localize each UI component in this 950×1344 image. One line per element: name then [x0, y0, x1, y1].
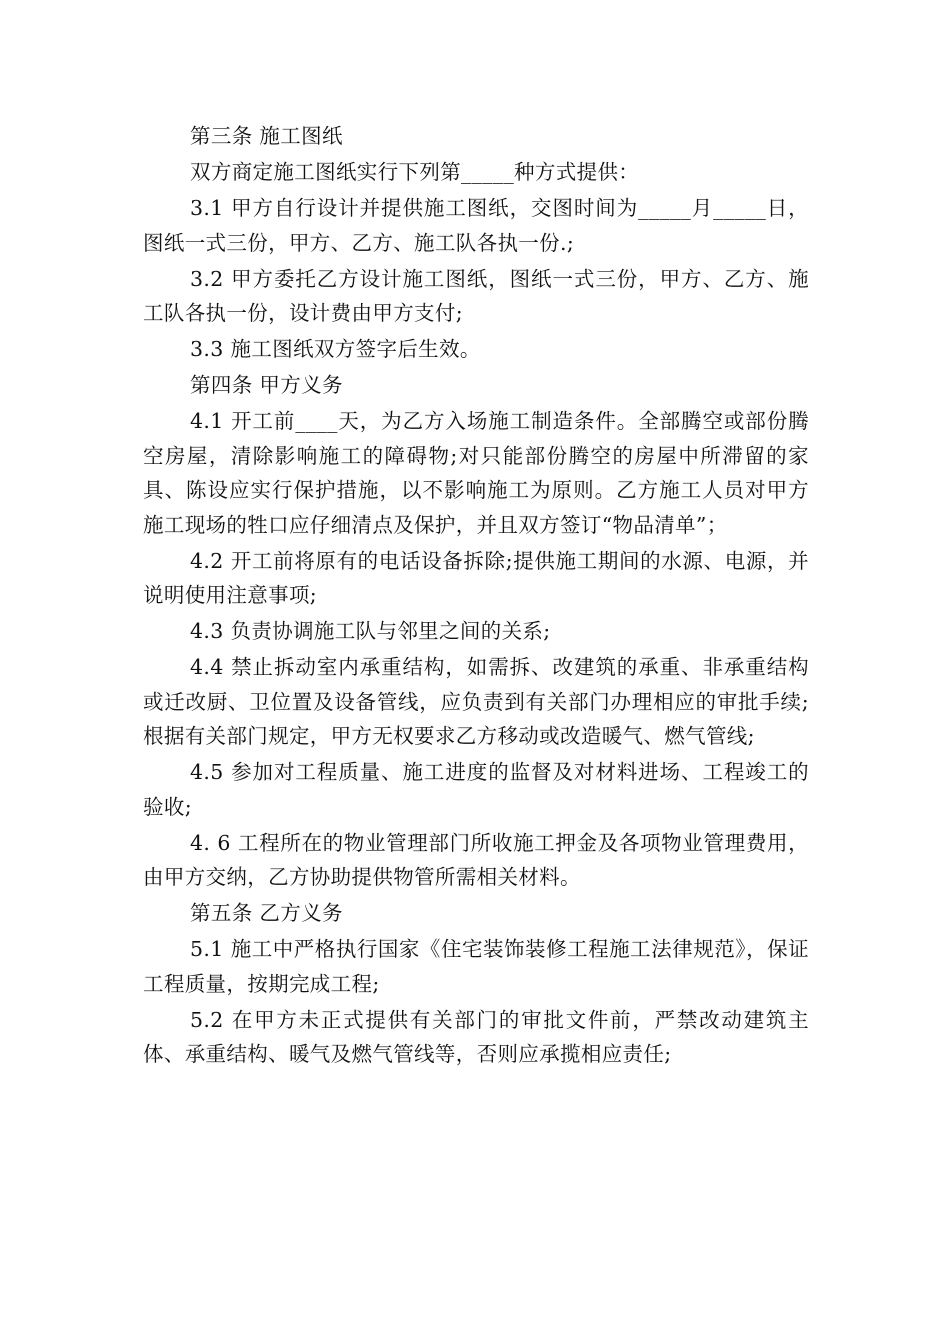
clause-3-2: 3.2 甲方委托乙方设计施工图纸，图纸一式三份，甲方、乙方、施工队各执一份，设计费由甲方支付;	[143, 266, 809, 325]
clause-4-2: 4.2 开工前将原有的电话设备拆除;提供施工期间的水源、电源，并说明使用注意事项;	[143, 548, 809, 607]
clause-4-5: 4.5 参加对工程质量、施工进度的监督及对材料进场、工程竣工的验收;	[143, 760, 809, 819]
clause-3-3: 3.3 施工图纸双方签字后生效。	[190, 337, 481, 361]
clause-5-1: 5.1 施工中严格执行国家《住宅装饰装修工程施工法律规范》，保证工程质量，按期完成工程;	[143, 937, 809, 996]
document-body	[143, 119, 809, 1073]
article-3-intro: 双方商定施工图纸实行下列第_____种方式提供：	[190, 160, 640, 184]
clause-4-1: 4.1 开工前____天，为乙方入场施工制造条件。全部腾空或部份腾空房屋，清除影响施工的障碍物;对只能部份腾空的房屋中所滞留的家具、陈设应实行保护措施，以不影响施工为原则。乙方施工人员对甲方施工现场的牲口应仔细清点及保护，并且双方签订“物品清单”；	[143, 409, 809, 537]
clause-4-3: 4.3 负责协调施工队与邻里之间的关系;	[190, 619, 551, 643]
clause-5-2: 5.2 在甲方未正式提供有关部门的审批文件前，严禁改动建筑主体、承重结构、暖气及燃气管线等，否则应承揽相应责任;	[143, 1007, 809, 1066]
article-3-heading: 第三条 施工图纸	[190, 124, 343, 148]
article-4-heading: 第四条 甲方义务	[190, 373, 343, 397]
article-5-heading: 第五条 乙方义务	[190, 901, 343, 925]
clause-4-6: 4. 6 工程所在的物业管理部门所收施工押金及各项物业管理费用，由甲方交纳，乙方协助提供物管所需相关材料。	[143, 830, 809, 889]
clause-4-4: 4.4 禁止拆动室内承重结构，如需拆、改建筑的承重、非承重结构或迁改厨、卫位置及设备管线，应负责到有关部门办理相应的审批手续;根据有关部门规定，甲方无权要求乙方移动或改造暖气、燃气管线;	[143, 655, 809, 748]
clause-3-1: 3.1 甲方自行设计并提供施工图纸，交图时间为_____月_____日，图纸一式三份，甲方、乙方、施工队各执一份.;	[143, 196, 809, 255]
